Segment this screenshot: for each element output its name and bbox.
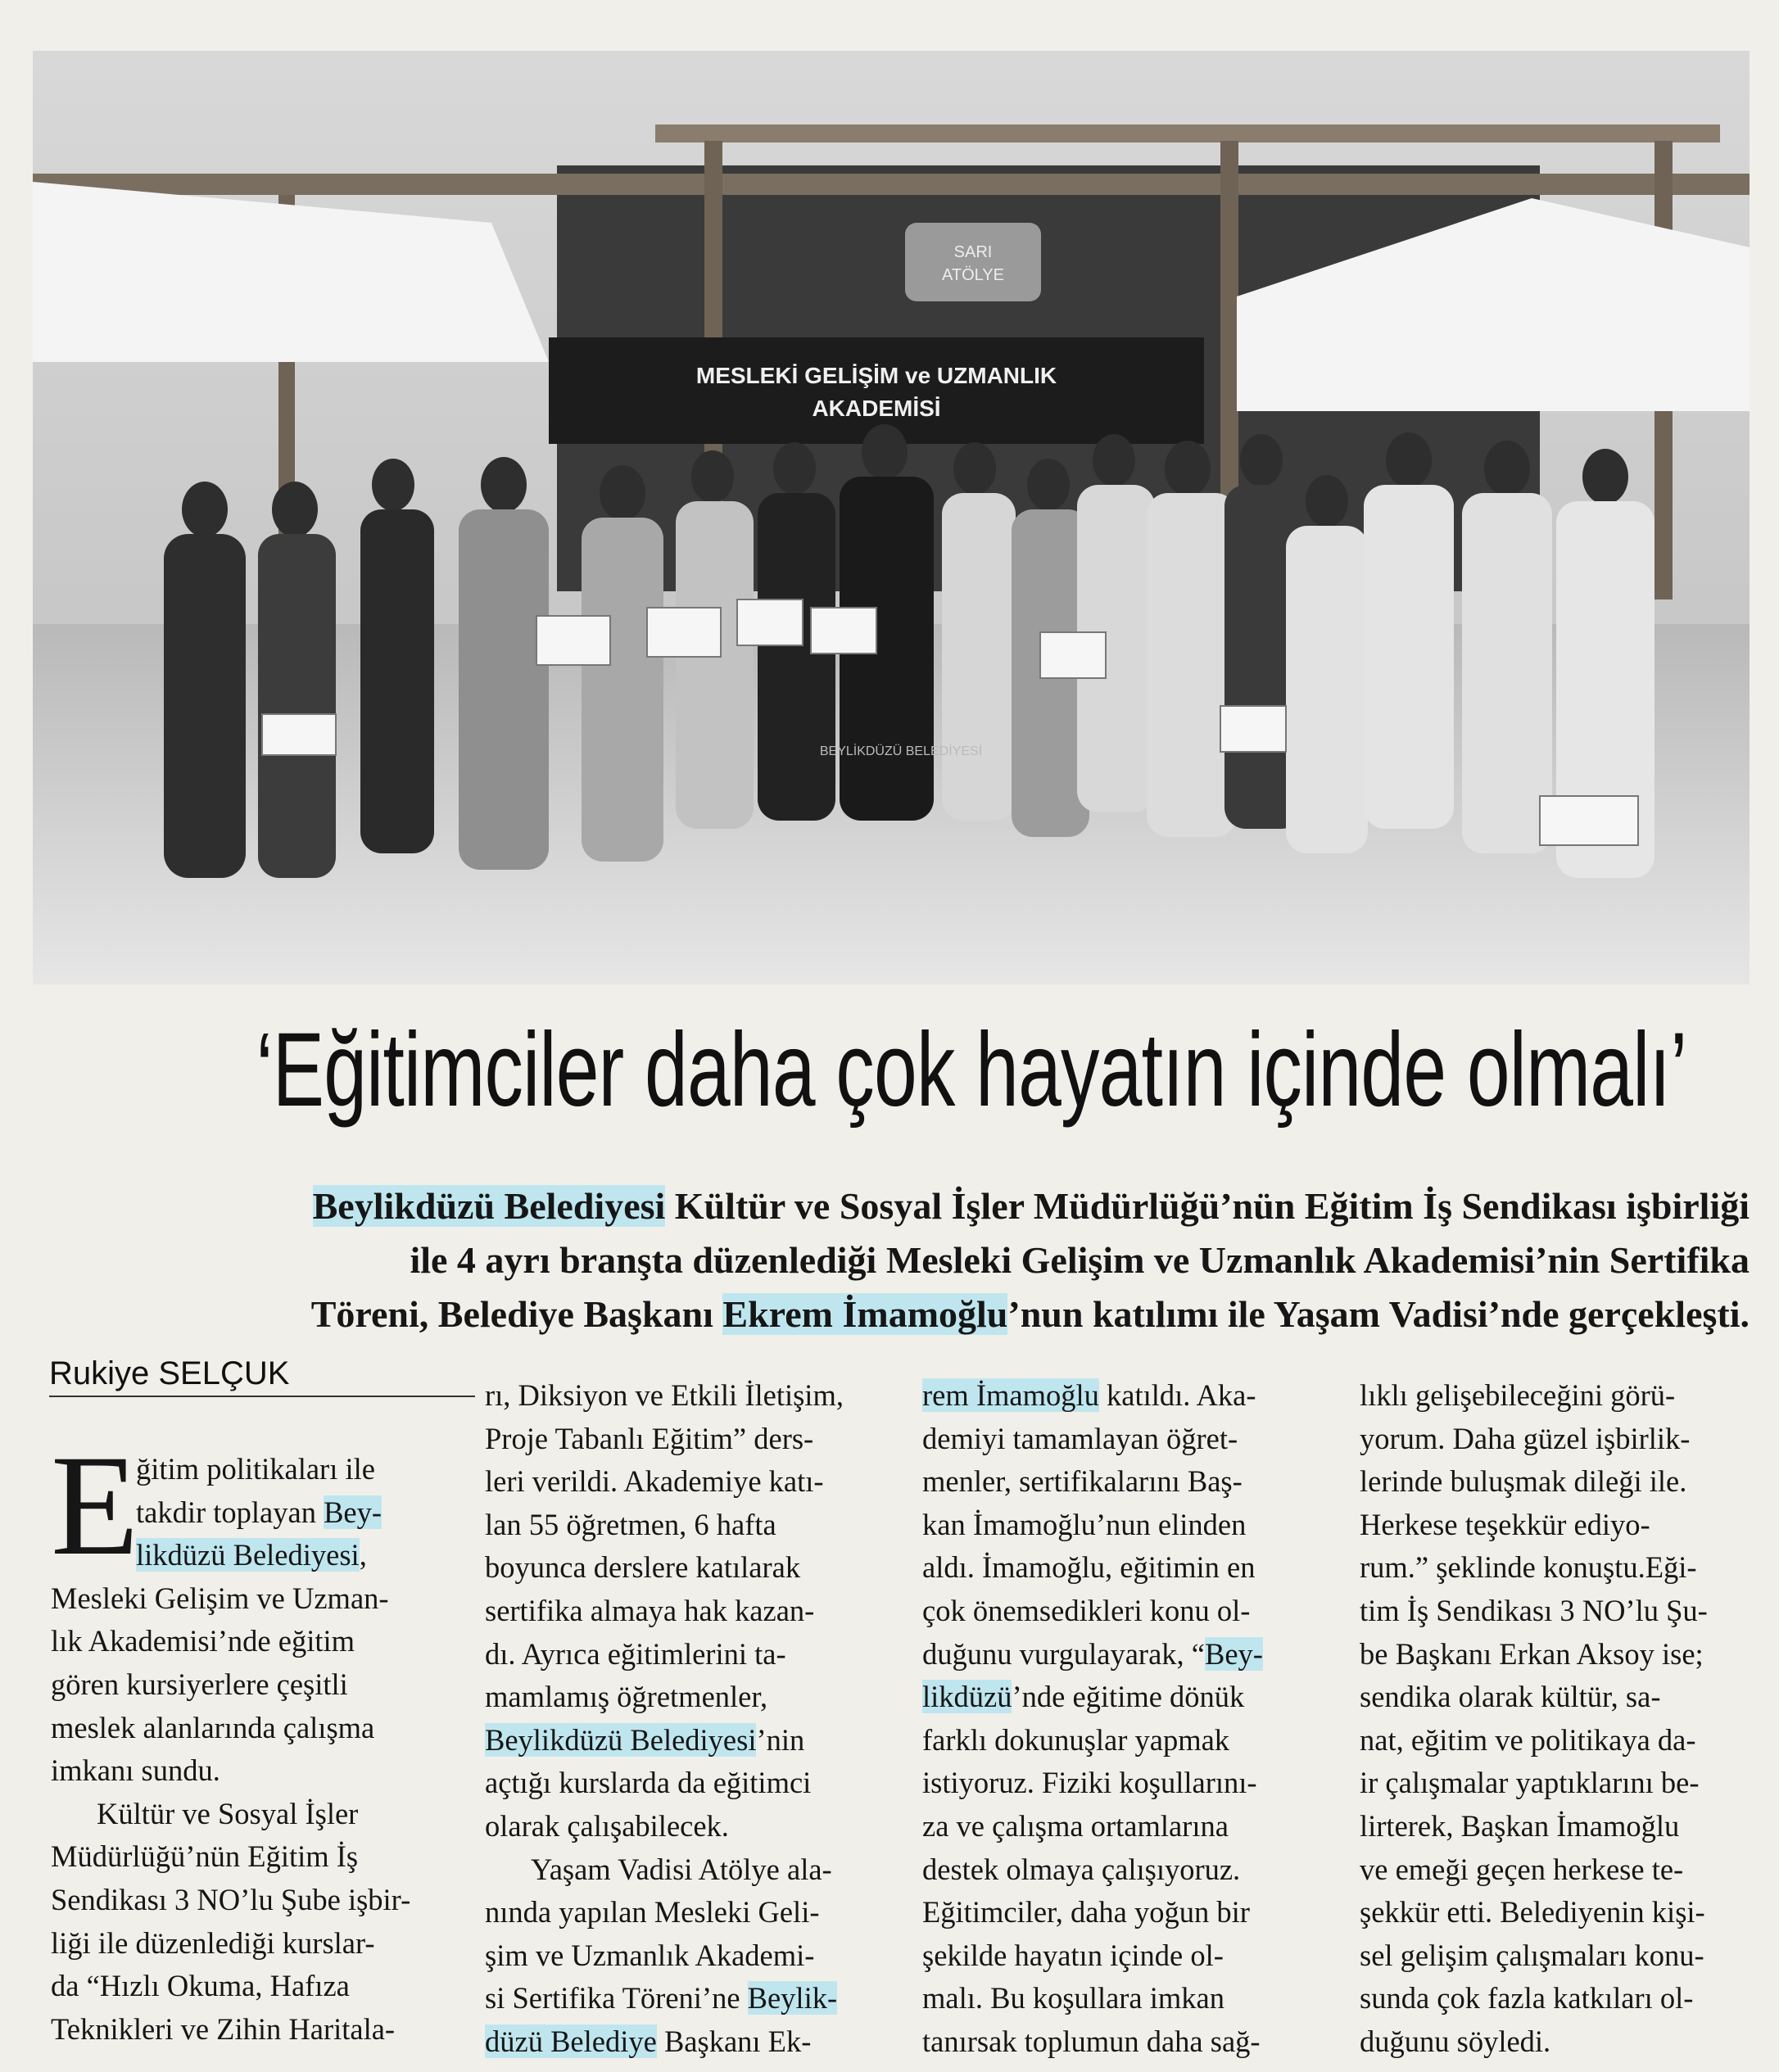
highlight-beylikduzu: Beylikdüzü Belediyesi [312,1185,666,1227]
lead-line-2: ile 4 ayrı branşta düzenlediği Mesleki Gelişim ve Uzmanlık Akademisi’nin Sertifika [410,1239,1750,1281]
adjacent-text-bleed-right [1750,49,1779,1278]
sign-text-2: ATÖLYE [942,266,1004,284]
article-column-2: rı, Diksiyon ve Etkili İletişim, Proje Tabanlı Eğitim” ders- leri verildi. Akademiye katı- lan 55 öğretmen, 6 hafta boyunca derslere katılarak sertifika almaya hak kazan- dı. Ayrıca eğitimlerini ta- mamlamış öğretmenler, Beylikdüzü Belediyesi’nin açtığı kurslarda da eğitimci olarak çalışabilecek. Yaşam Vadisi Atölye ala- nında yapılan Mesleki Geli- şim ve Uzmanlık Akademi- si Sertifika Töreni’ne Beylik- düzü Belediye Başkanı Ek- [485,1378,844,2058]
banner-text-line1: MESLEKİ GELİŞİM ve UZMANLIK [695,363,1057,388]
floor-sign-text: BEYLİKDÜZÜ BELEDİYESİ [819,744,983,758]
sign-text: SARI [953,243,993,261]
lead-line-1: Beylikdüzü Belediyesi Kültür ve Sosyal İşler Müdürlüğü’nün Eğitim İş Sendikası işbirliği [312,1185,1750,1227]
article-column-4: lıklı gelişebileceğini görü- yorum. Daha güzel işbirlik- lerinde buluşmak dileği ile. Herkese teşekkür ediyo- rum.” şeklinde konuştu.Eği- tim İş Sendikası 3 NO’lu Şu- be Başkanı Erkan Aksoy ise; sendika olarak kültür, sa- nat, eğitim ve politikaya da- ir çalışmalar yaptıklarını be- lirterek, Başkan İmamoğlu ve emeği geçen herkese te- şekkür etti. Belediyenin kişi- sel gelişim çalışmaları konu- sunda çok fazla katkıları ol- duğunu söyledi. [1360,1378,1708,2058]
article-column-3: rem İmamoğlu katıldı. Aka- demiyi tamamlayan öğret- menler, sertifikalarını Baş- kan İmamoğlu’nun elinden aldı. İmamoğlu, eğitimin en çok önemsedikleri konu ol- duğunu vurgulayarak, “Bey- likdüzü’nde eğitime dönük farklı dokunuşlar yapmak istiyoruz. Fiziki koşullarını- za ve çalışma ortamlarına destek olmaya çalışıyoruz. Eğitimciler, daha yoğun bir şekilde hayatın içinde ol- malı. Bu koşullara imkan tanırsak toplumun daha sağ- [922,1378,1263,2058]
adjacent-text-bleed-left [0,49,33,1278]
headline: ‘Eğitimciler daha çok hayatın içinde olmalı’ [256,1011,1687,1129]
lead-line-3: Töreni, Belediye Başkanı Ekrem İmamoğlu’nun katılımı ile Yaşam Vadisi’nde gerçekleşti. [310,1293,1750,1335]
byline: Rukiye SELÇUK [49,1351,475,1397]
highlight-imamoglu: Ekrem İmamoğlu [722,1293,1008,1335]
group-photo [33,51,1750,984]
drop-cap: E [51,1426,139,1586]
lead-paragraph [49,1179,1750,1341]
adjacent-text-bleed [0,0,1779,48]
article-column-1: E ğitim politikaları ile takdir toplayan Bey- likdüzü Belediyesi, Mesleki Gelişim ve Uzman- lık Akademisi’nde eğitim gören kursiyerlere çeşitli meslek alanlarında çalışma imkanı sundu. Kültür ve Sosyal İşler Müdürlüğü’nün Eğitim İş Sendikası 3 NO’lu Şube işbir- liği ile düzenlediği kurslar- da “Hızlı Okuma, Hafıza Teknikleri ve Zihin Haritala- [51,1426,411,2046]
banner-text-line2: AKADEMİSİ [812,396,941,421]
